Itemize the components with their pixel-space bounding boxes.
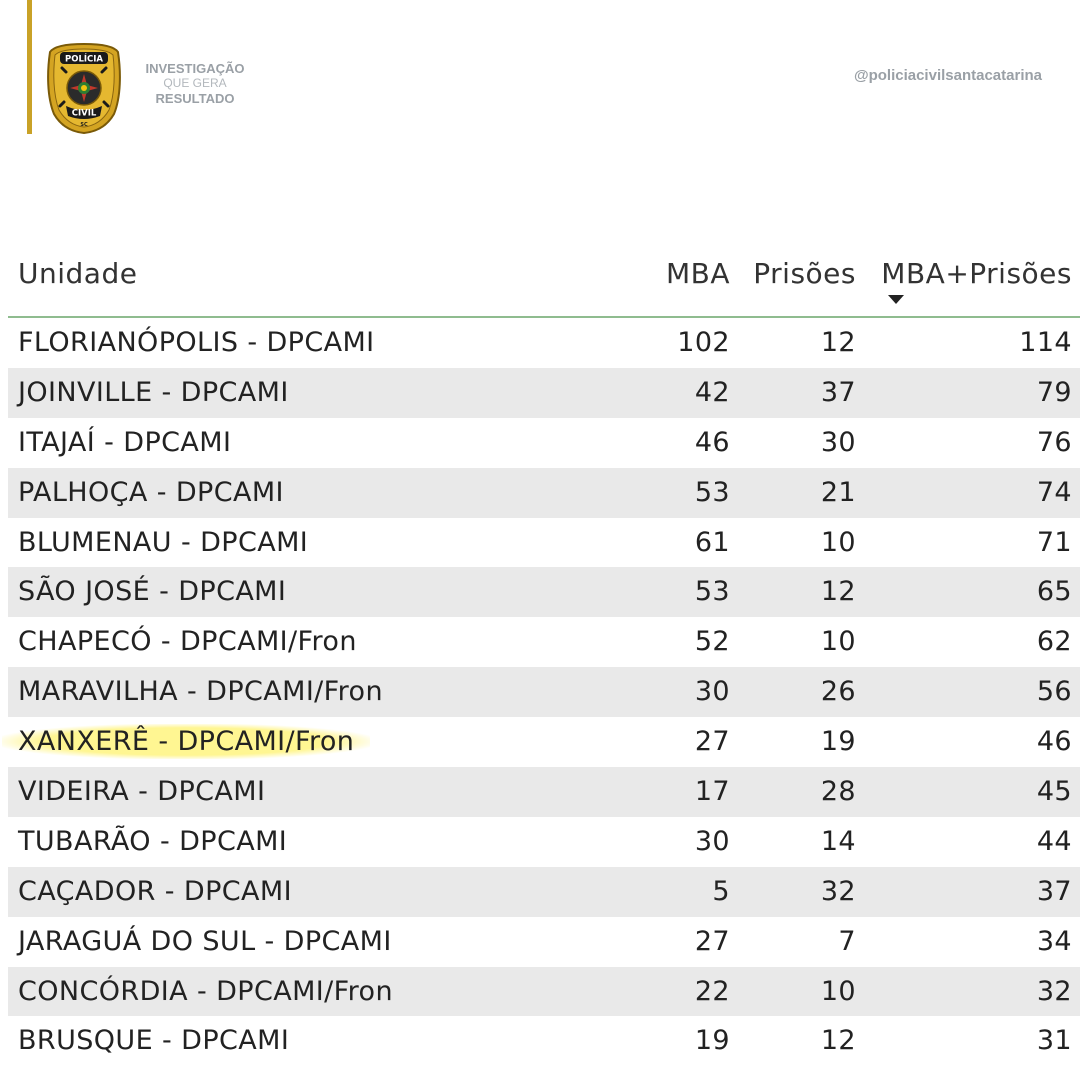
cell-unidade: CHAPECÓ - DPCAMI/Fron <box>18 626 357 658</box>
column-header-total[interactable]: MBA+Prisões <box>881 257 1072 290</box>
table-row[interactable] <box>8 418 1080 468</box>
table-body <box>8 318 1080 1066</box>
cell-unidade: FLORIANÓPOLIS - DPCAMI <box>18 327 375 358</box>
cell-prisoes: 7 <box>838 925 856 957</box>
table-row[interactable] <box>8 567 1080 617</box>
cell-total: 74 <box>1036 476 1072 508</box>
cell-mba: 53 <box>694 476 730 508</box>
cell-total: 114 <box>1019 327 1072 358</box>
table-row[interactable] <box>8 817 1080 867</box>
cell-mba: 42 <box>694 376 730 408</box>
cell-mba: 30 <box>694 825 730 857</box>
table-row[interactable] <box>8 967 1080 1017</box>
cell-unidade: BLUMENAU - DPCAMI <box>18 526 309 558</box>
cell-total: 44 <box>1036 825 1072 857</box>
cell-total: 32 <box>1036 975 1072 1007</box>
cell-mba: 30 <box>694 676 730 708</box>
cell-mba: 52 <box>694 626 730 658</box>
cell-prisoes: 37 <box>820 376 856 408</box>
cell-unidade: JARAGUÁ DO SUL - DPCAMI <box>18 925 392 957</box>
table-row[interactable] <box>8 767 1080 817</box>
table-row[interactable] <box>8 368 1080 418</box>
cell-mba: 53 <box>694 576 730 608</box>
column-header-mba[interactable]: MBA <box>665 257 730 290</box>
cell-prisoes: 32 <box>820 875 856 907</box>
cell-unidade: SÃO JOSÉ - DPCAMI <box>18 576 287 608</box>
cell-prisoes: 30 <box>820 426 856 458</box>
table-header <box>8 248 1080 318</box>
cell-prisoes: 26 <box>820 676 856 708</box>
table-row[interactable] <box>8 318 1080 368</box>
cell-total: 71 <box>1036 526 1072 558</box>
cell-mba: 27 <box>694 726 730 758</box>
cell-unidade: MARAVILHA - DPCAMI/Fron <box>18 676 383 708</box>
cell-prisoes: 12 <box>820 327 856 358</box>
cell-unidade: PALHOÇA - DPCAMI <box>18 476 284 508</box>
svg-text:CIVIL: CIVIL <box>71 108 97 119</box>
cell-mba: 46 <box>694 426 730 458</box>
column-header-unidade[interactable]: Unidade <box>18 257 138 290</box>
cell-unidade: XANXERÊ - DPCAMI/Fron <box>2 724 370 759</box>
table-row[interactable] <box>8 867 1080 917</box>
cell-mba: 19 <box>694 1025 730 1057</box>
cell-unidade: BRUSQUE - DPCAMI <box>18 1025 290 1057</box>
policia-civil-badge-icon <box>46 42 122 134</box>
cell-unidade: TUBARÃO - DPCAMI <box>18 825 288 857</box>
cell-mba: 27 <box>694 925 730 957</box>
table-row[interactable] <box>8 917 1080 967</box>
brand-line-2: QUE GERA <box>163 76 227 90</box>
cell-total: 62 <box>1036 626 1072 658</box>
table-row[interactable] <box>8 468 1080 518</box>
sort-descending-icon[interactable] <box>888 295 904 304</box>
cell-total: 31 <box>1036 1025 1072 1057</box>
table-row[interactable] <box>8 617 1080 667</box>
cell-unidade: VIDEIRA - DPCAMI <box>18 776 266 808</box>
cell-prisoes: 10 <box>820 626 856 658</box>
cell-mba: 22 <box>694 975 730 1007</box>
results-table <box>8 248 1080 1066</box>
cell-mba: 61 <box>694 526 730 558</box>
cell-unidade: CAÇADOR - DPCAMI <box>18 875 292 907</box>
cell-total: 79 <box>1036 376 1072 408</box>
cell-prisoes: 14 <box>820 825 856 857</box>
brand-line-1: INVESTIGAÇÃO <box>145 61 245 76</box>
cell-total: 45 <box>1036 776 1072 808</box>
table-row[interactable] <box>8 667 1080 717</box>
cell-unidade: CONCÓRDIA - DPCAMI/Fron <box>18 975 393 1007</box>
cell-prisoes: 10 <box>820 975 856 1007</box>
cell-mba: 17 <box>694 776 730 808</box>
cell-prisoes: 12 <box>820 576 856 608</box>
cell-unidade: JOINVILLE - DPCAMI <box>18 376 289 408</box>
svg-text:SC: SC <box>80 122 88 128</box>
table-row[interactable] <box>8 518 1080 568</box>
cell-prisoes: 10 <box>820 526 856 558</box>
cell-prisoes: 19 <box>820 726 856 758</box>
cell-mba: 5 <box>712 875 730 907</box>
brand-line-3: RESULTADO <box>155 91 235 106</box>
table-row[interactable] <box>8 717 1080 767</box>
cell-mba: 102 <box>677 327 730 358</box>
cell-total: 76 <box>1036 426 1072 458</box>
cell-prisoes: 28 <box>820 776 856 808</box>
svg-text:POLÍCIA: POLÍCIA <box>64 54 104 65</box>
social-handle[interactable]: @policiacivilsantacatarina <box>853 67 1042 84</box>
cell-prisoes: 12 <box>820 1025 856 1057</box>
brand-slogan <box>130 60 260 107</box>
accent-bar <box>27 0 32 134</box>
cell-unidade: ITAJAÍ - DPCAMI <box>18 426 232 458</box>
cell-total: 46 <box>1036 726 1072 758</box>
cell-total: 37 <box>1036 875 1072 907</box>
cell-total: 65 <box>1036 576 1072 608</box>
cell-total: 56 <box>1036 676 1072 708</box>
table-row[interactable] <box>8 1016 1080 1066</box>
cell-total: 34 <box>1036 925 1072 957</box>
column-header-prisoes[interactable]: Prisões <box>753 257 856 290</box>
cell-prisoes: 21 <box>820 476 856 508</box>
